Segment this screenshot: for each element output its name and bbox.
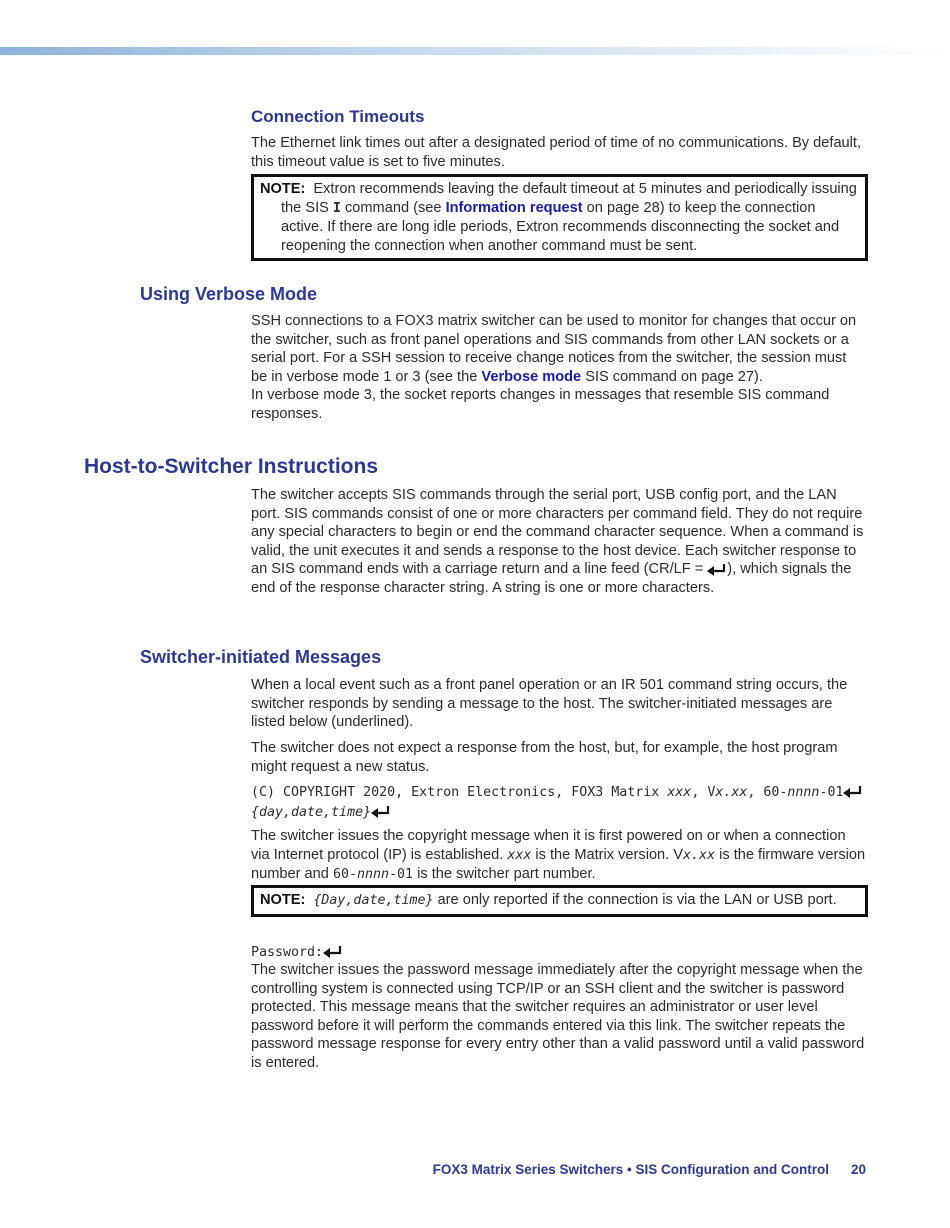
note-text: are only reported if the connection is via the LAN or USB port. — [433, 892, 837, 908]
password-explanation: The switcher issues the password message immediately after the copyright message when the controlling system is connected using TCP/IP or an SSH client and the switcher is password protected. This message means that the switcher requires an administrator or user level password before it will perform the commands entered via this link. The switcher repeats the password message response for every entry other than a valid password until a valid password is entered. — [251, 962, 865, 1071]
code-var: nnnn — [787, 785, 820, 800]
code-text: , 60- — [747, 785, 788, 800]
switcher-initiated-para-2: The switcher does not expect a response from the host, but, for example, the host program might request a new status. — [251, 740, 838, 775]
code-var: x.xx — [715, 785, 748, 800]
switcher-initiated-para-1: When a local event such as a front panel operation or an IR 501 command string occurs, the switcher responds by sending a message to the host. The switcher-initiated messages are listed below (underlined). — [251, 677, 848, 731]
link-information-request[interactable]: Information request — [445, 199, 583, 216]
body-text: is the firmware version number and — [251, 846, 866, 883]
copyright-explanation — [251, 827, 866, 885]
code-text: -01 — [389, 867, 414, 883]
code-text: -01 — [819, 785, 844, 800]
verbose-text: SSH connections to a FOX3 matrix switcher can be used to monitor for changes that occur on the switcher, such as front panel operations and SIS commands from other LAN sockets or a serial port. For a SSH session to receive change notices from the switcher, the session must be in verbose mode 1 or 3 (see the — [251, 313, 857, 385]
note-label: NOTE: — [260, 892, 306, 908]
code-var: {day,date,time} — [251, 805, 372, 820]
code-var: nnnn — [356, 867, 390, 883]
note-text: Extron recommends leaving the default timeout at 5 minutes and periodically issuing the SIS — [281, 181, 857, 216]
note-label: NOTE: — [260, 181, 306, 197]
code-text: , V — [691, 785, 716, 800]
heading-switcher-initiated-messages: Switcher-initiated Messages — [140, 647, 382, 667]
page-number: 20 — [850, 1162, 866, 1177]
host-to-switcher-body — [251, 486, 866, 598]
enter-return-icon — [371, 806, 391, 818]
body-text: The switcher issues the copyright message when it is first powered on or when a connection via Internet protocol (IP) is established. — [251, 828, 846, 863]
code-text: (C) COPYRIGHT 2020, Extron Electronics, FOX3 Matrix — [251, 785, 668, 800]
verbose-text: In verbose mode 3, the socket reports changes in messages that resemble SIS command responses. — [251, 387, 830, 422]
header-gradient-bar — [0, 47, 950, 55]
code-text: 60- — [332, 867, 357, 883]
link-verbose-mode[interactable]: Verbose mode — [481, 368, 582, 385]
code-var: xxx — [507, 847, 532, 863]
code-var: xxx — [667, 785, 692, 800]
command-i: I — [332, 200, 341, 216]
host-text: ), which signals the end of the response character string. A string is one or more characters. — [251, 561, 852, 596]
heading-using-verbose-mode: Using Verbose Mode — [140, 284, 318, 304]
note-text: command (see — [340, 199, 446, 216]
code-text: Password: — [251, 945, 324, 960]
connection-timeouts-body: The Ethernet link times out after a designated period of time of no communications. By default, this timeout value is set to five minutes. — [251, 135, 862, 170]
password-message-code — [251, 942, 343, 962]
note-box-timeout — [251, 174, 868, 261]
copyright-message-code — [251, 782, 866, 822]
enter-return-icon — [323, 946, 343, 958]
body-text: is the switcher part number. — [413, 866, 596, 883]
note-text: on page 28) to keep the connection active. If there are long idle periods, Extron recommends disconnecting the socket and reopening the connection when another command must be sent. — [281, 199, 840, 254]
heading-host-to-switcher: Host-to-Switcher Instructions — [84, 455, 379, 478]
enter-return-icon — [707, 564, 727, 576]
code-var: x.xx — [683, 847, 716, 863]
enter-return-icon — [843, 786, 863, 798]
code-var: {Day,date,time} — [313, 893, 434, 908]
verbose-text: SIS command on page 27). — [581, 368, 763, 385]
page-footer — [433, 1161, 866, 1179]
note-box-day-date-time — [251, 885, 868, 917]
body-text: is the Matrix version. V — [531, 846, 684, 863]
heading-connection-timeouts: Connection Timeouts — [251, 107, 425, 126]
verbose-mode-body — [251, 312, 866, 424]
footer-title: FOX3 Matrix Series Switchers • SIS Configuration and Control — [432, 1162, 829, 1177]
host-text: The switcher accepts SIS commands through the serial port, USB config port, and the LAN port. SIS commands consist of one or more characters per command field. They do not require any special characters to begin or end the command character sequence. When a command is valid, the unit executes it and sends a response to the host device. Each switcher response to an SIS command ends with a carriage return and a line feed (CR/LF = — [251, 487, 864, 578]
